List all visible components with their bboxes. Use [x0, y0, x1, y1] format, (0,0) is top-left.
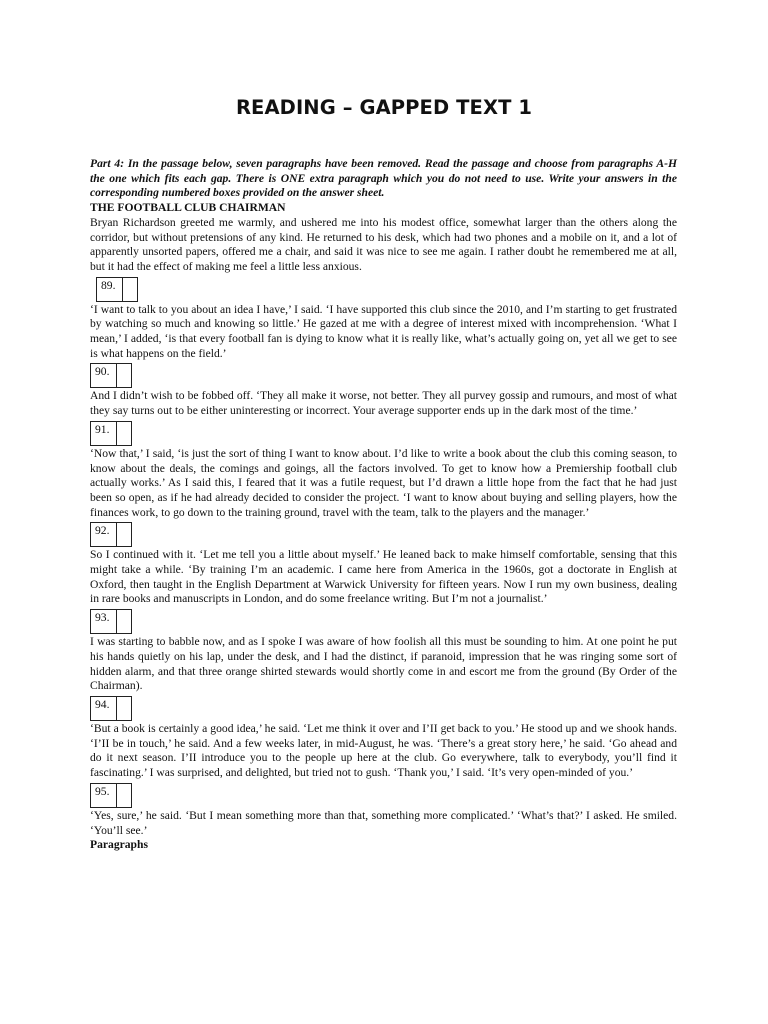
passage-paragraph: ‘I want to talk to you about an idea I have,’ I said. ‘I have supported this club since the 2010, and I’m starting to get frustrated by watching so much and knowing so little.’ He gazed at me with a degree of interest mixed with incomprehension. ‘What I mean,’ I added, ‘is that every football fan is dying to know what it is really like, what’s actually going on, yet all we get to see is what happens on the field.’ [90, 302, 677, 360]
answer-box[interactable] [116, 696, 132, 721]
page-title: READING – GAPPED TEXT 1 [235, 96, 533, 119]
answer-box[interactable] [116, 522, 132, 547]
answer-box[interactable] [122, 277, 138, 302]
passage-paragraph: And I didn’t wish to be fobbed off. ‘They all make it worse, not better. They all purvey gossip and rumours, and most of what they say turns out to be either uninteresting or incorrect. Your average supporter ends up in the dark most of the time.’ [90, 389, 677, 418]
gap-number: 91. [90, 421, 116, 446]
answer-box[interactable] [116, 783, 132, 808]
answer-box[interactable] [116, 363, 132, 388]
passage-paragraph: ‘Yes, sure,’ he said. ‘But I mean something more than that, something more complicated.’ ‘What’s that?’ I asked. He smiled. ‘You’ll see.’ [90, 808, 677, 837]
gap-92 [90, 522, 677, 547]
passage-paragraph: ‘Now that,’ I said, ‘is just the sort of thing I want to know about. I’d like to write a book about the club this coming season, to know about the deals, the comings and goings, all the factors involved. To get to know how a Premiership football club actually works.’ As I said this, I feared that it was a futile request, but I’d drawn a little hope from the fact that he had just been so open, as if he had already decided to consider the project. ‘I want to know about buying and selling players, how the finances work, to go down to the training ground, travel with the team, talk to the players and the manager.’ [90, 446, 677, 519]
gap-93 [90, 609, 677, 634]
paragraphs-heading: Paragraphs [90, 838, 148, 852]
gap-number: 95. [90, 783, 116, 808]
answer-box[interactable] [116, 609, 132, 634]
gap-number: 90. [90, 363, 116, 388]
gap-90 [90, 363, 677, 388]
passage-content [90, 157, 677, 853]
answer-box[interactable] [116, 421, 132, 446]
gap-number: 93. [90, 609, 116, 634]
gap-94 [90, 696, 677, 721]
gap-number: 92. [90, 522, 116, 547]
gap-95 [90, 783, 677, 808]
instructions: Part 4: In the passage below, seven paragraphs have been removed. Read the passage and choose from paragraphs A-H the one which fits each gap. There is ONE extra paragraph which you do not need to use. Write your answers in the corresponding numbered boxes provided on the answer sheet. [90, 157, 677, 200]
passage-paragraph: Bryan Richardson greeted me warmly, and ushered me into his modest office, somewhat larger than the others along the corridor, but without pretensions of any kind. He returned to his desk, which had two phones and a mobile on it, and a lot of apparently unsorted papers, offered me a chair, and said it was nice to see me again. I rather doubt he remembered me at all, but it had the effect of making me feel a little less anxious. [90, 215, 677, 273]
gap-number: 89. [96, 277, 122, 302]
gap-89 [90, 277, 677, 302]
gap-number: 94. [90, 696, 116, 721]
passage-paragraph: ‘But a book is certainly a good idea,’ he said. ‘Let me think it over and I’II get back to you.’ He stood up and we shook hands. ‘I’II be in touch,’ he said. And a few weeks later, in mid-August, he was. ‘There’s a great story here,’ he said. ‘Go ahead and do it next season. I’II introduce you to the people up here at the club. Go everywhere, talk to everybody, you’ll find it fascinating.’ I was surprised, and delighted, but tried not to gush. ‘Thank you,’ I said. ‘It’s very open-minded of you.’ [90, 721, 677, 780]
passage-title: THE FOOTBALL CLUB CHAIRMAN [90, 201, 286, 215]
passage-paragraph: I was starting to babble now, and as I spoke I was aware of how foolish all this must be sounding to him. At one point he put his hands quietly on his lap, under the desk, and I had the distinct, if paranoid, impression that he was ringing some sort of hidden alarm, and that three orange shirted stewards would shortly come in and escort me from the ground (By Order of the Chairman). [90, 635, 677, 693]
passage-paragraph: So I continued with it. ‘Let me tell you a little about myself.’ He leaned back to make himself comfortable, sensing that this might take a while. ‘By training I’m an academic. I came here from America in the 1960s, got a doctorate in English at Oxford, then taught in the English Department at Warwick University for fifteen years. Now I run my own business, dealing in rare books and manuscripts in London, and do some freelance writing. But I’m not a journalist.’ [90, 548, 677, 606]
gap-91 [90, 421, 677, 446]
